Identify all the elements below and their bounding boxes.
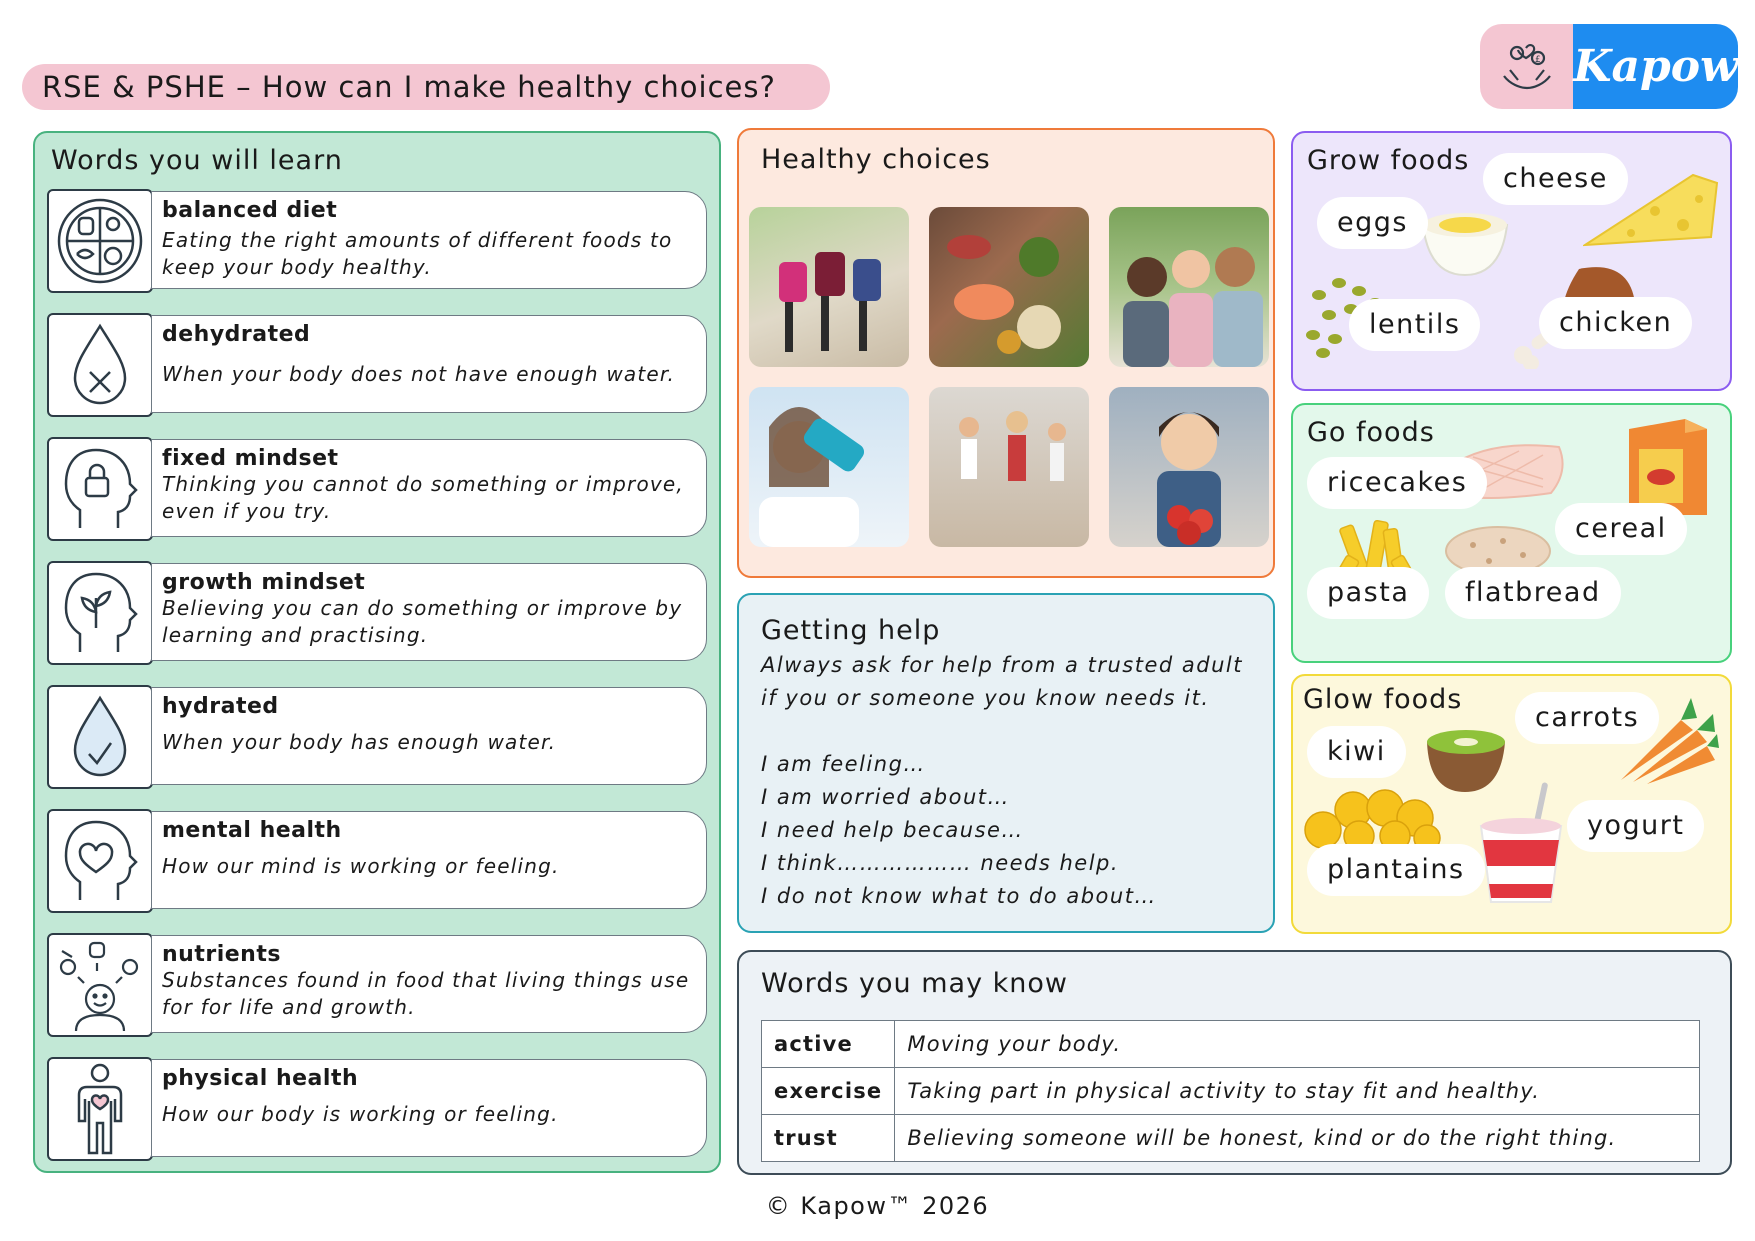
food-label: lentils [1349,299,1480,351]
food-label: cheese [1483,153,1628,205]
vocab-term: hydrated [162,694,279,719]
help-prompt: I am worried about… [761,785,1011,809]
panel-title: Getting help [761,615,941,646]
help-intro: Always ask for help from a trusted adult [761,653,1243,677]
table-row [762,1021,1700,1068]
vocab-card [151,811,707,909]
food-label: cereal [1555,503,1687,555]
help-prompt: I think……………… needs help. [761,851,1120,875]
vocab-item [47,561,707,661]
table-row [762,1068,1700,1115]
vocab-table [761,1020,1700,1162]
vocab-term: balanced diet [162,198,338,223]
panel-title: Healthy choices [761,144,991,175]
help-prompt: I do not know what to do about… [761,884,1157,908]
vocab-term: active [762,1021,895,1068]
help-prompt: I need help because… [761,818,1024,842]
vocab-card [151,439,707,537]
vocab-card [151,1059,707,1157]
vocab-definition: How our body is working or feeling. [162,1102,559,1126]
table-row [762,1115,1700,1162]
panel-title: Go foods [1307,417,1435,448]
svg-text:£: £ [1534,54,1541,65]
vocab-item [47,809,707,909]
water-drop-tick-icon [47,685,153,789]
person-food-icon [47,933,153,1037]
head-lock-icon [47,437,153,541]
photo-healthy-food-spread [929,207,1089,367]
food-label: kiwi [1307,726,1406,778]
vocab-item [47,1057,707,1157]
healthy-choices-panel [737,128,1275,578]
vocab-term: growth mindset [162,570,366,595]
panel-title: Words you may know [761,968,1068,999]
body-heart-icon [47,1057,153,1161]
food-label: eggs [1317,197,1428,249]
vocab-definition: Eating the right amounts of different foods to keep your body healthy. [162,228,673,279]
vocab-card [151,191,707,289]
vocab-item [47,685,707,785]
vocab-definition: Believing you can do something or improve by learning and practising. [162,596,683,647]
vocab-card [151,687,707,785]
panel-title: Words you will learn [51,145,343,176]
page-title: RSE & PSHE – How can I make healthy choices? [22,64,830,110]
glow-foods-panel [1291,674,1732,934]
food-label: ricecakes [1307,457,1487,509]
panel-title: Glow foods [1303,684,1463,715]
photo-happy-friends [1109,207,1269,367]
photo-children-dancing [929,387,1089,547]
help-prompt: I am feeling… [761,752,926,776]
vocab-card [151,935,707,1033]
wellbeing-icon [1480,24,1573,109]
vocab-term: exercise [762,1068,895,1115]
head-plant-icon [47,561,153,665]
water-drop-cross-icon [47,313,153,417]
vocab-term: fixed mindset [162,446,339,471]
vocab-term: dehydrated [162,322,311,347]
grow-foods-panel [1291,131,1732,391]
panel-title: Grow foods [1307,145,1470,176]
cereal-box-image [1625,415,1711,517]
food-label: plantains [1307,844,1485,896]
vocab-item [47,313,707,413]
vocab-definition: Thinking you cannot do something or improve, even if you try. [162,472,684,523]
vocab-definition: When your body does not have enough water. [162,362,676,386]
plantains-image [1303,784,1445,852]
egg-image [1417,195,1513,279]
food-label: flatbread [1445,567,1621,619]
vocab-card [151,315,707,413]
plate-icon [47,189,153,293]
vocab-definition: How our mind is working or feeling. [162,854,560,878]
vocab-definition: When your body has enough water. [162,730,557,754]
copyright-footer: © Kapow™ 2026 [765,1192,990,1220]
photo-girl-drinking-water [749,387,909,547]
head-heart-icon [47,809,153,913]
words-you-will-learn-panel [33,131,721,1173]
vocab-term: mental health [162,818,342,843]
food-label: pasta [1307,567,1429,619]
food-label: yogurt [1567,800,1704,852]
vocab-item [47,189,707,289]
yogurt-image [1477,780,1569,904]
food-label: carrots [1515,692,1659,744]
words-you-may-know-panel [737,950,1732,1175]
vocab-term: physical health [162,1066,359,1091]
vocab-definition: Taking part in physical activity to stay fit and healthy. [895,1068,1700,1115]
vocab-term: nutrients [162,942,281,967]
food-label: chicken [1539,297,1692,349]
vocab-definition: Believing someone will be honest, kind or do the right thing. [895,1115,1700,1162]
vocab-term: trust [762,1115,895,1162]
vocab-card [151,563,707,661]
photo-girl-with-apples [1109,387,1269,547]
getting-help-panel [737,593,1275,933]
vocab-item [47,933,707,1033]
vocab-definition: Substances found in food that living things use for for life and growth. [162,968,690,1019]
vocab-definition: Moving your body. [895,1021,1700,1068]
photo-children-walking-to-school [749,207,909,367]
vocab-item [47,437,707,537]
help-intro: if you or someone you know needs it. [761,686,1210,710]
go-foods-panel [1291,403,1732,663]
kapow-logo: £ Kapow [1480,24,1738,109]
